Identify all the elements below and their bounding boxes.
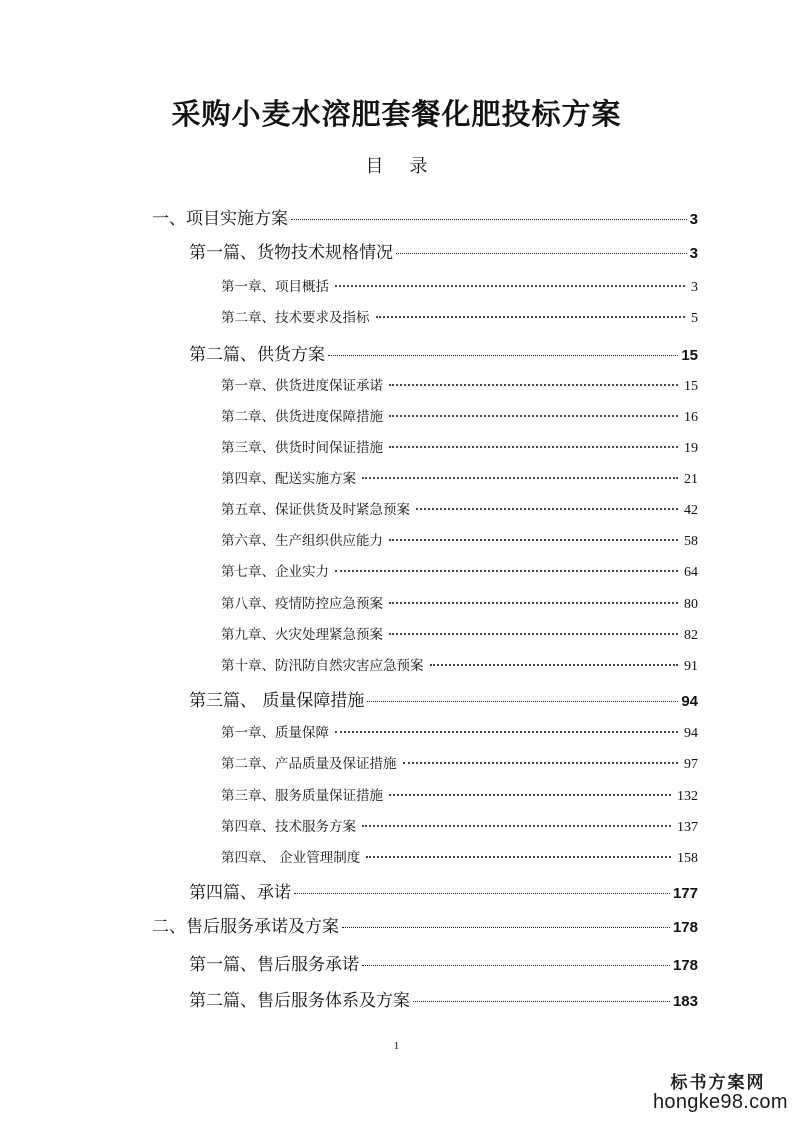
toc-entry-level-3[interactable] <box>221 721 698 742</box>
toc-entry-level-3[interactable] <box>221 654 698 675</box>
toc-entry-level-2[interactable] <box>189 950 698 975</box>
toc-entry-label: 第四篇、承诺 <box>189 883 291 903</box>
toc-entry-level-1[interactable] <box>152 912 698 937</box>
toc-entry-label: 二、售后服务承诺及方案 <box>152 917 339 937</box>
toc-entry-page: 82 <box>684 628 698 643</box>
toc-entry-page: 177 <box>672 885 698 902</box>
toc-heading-left: 目 <box>365 156 384 177</box>
toc-entry-label: 第二篇、售后服务体系及方案 <box>189 991 410 1011</box>
toc-entry-level-2[interactable] <box>189 878 698 903</box>
toc-entry-page: 15 <box>684 379 698 394</box>
toc-dot-leader <box>362 965 670 966</box>
toc-entry-page: 91 <box>684 659 698 674</box>
toc-entry-label: 一、项目实施方案 <box>152 209 288 229</box>
toc-dot-leader <box>291 219 687 220</box>
toc-entry-page: 137 <box>677 820 698 835</box>
toc-entry-level-3[interactable] <box>221 592 698 613</box>
toc-entry-page: 42 <box>684 503 698 518</box>
toc-entry-level-3[interactable] <box>221 498 698 519</box>
toc-entry-page: 80 <box>684 597 698 612</box>
toc-dot-leader <box>389 633 678 635</box>
toc-entry-level-3[interactable] <box>221 467 698 488</box>
watermark-url: hongke98.com <box>653 1091 788 1113</box>
toc-entry-page: 19 <box>684 441 698 456</box>
toc-entry-label: 第五章、保证供货及时紧急预案 <box>221 502 410 518</box>
toc-dot-leader <box>389 415 678 417</box>
toc-entry-label: 第四章、配送实施方案 <box>221 471 356 487</box>
toc-entry-page: 94 <box>681 693 698 710</box>
toc-dot-leader <box>389 384 678 386</box>
toc-entry-page: 132 <box>677 789 698 804</box>
toc-entry-page: 64 <box>684 565 698 580</box>
toc-dot-leader <box>335 285 685 287</box>
toc-entry-label: 第三章、供货时间保证措施 <box>221 440 383 456</box>
toc-dot-leader <box>367 701 678 702</box>
toc-entry-page: 3 <box>691 280 698 295</box>
toc-entry-page: 3 <box>689 245 698 262</box>
toc-entry-label: 第八章、疫情防控应急预案 <box>221 596 383 612</box>
toc-dot-leader <box>413 1001 670 1002</box>
toc-entry-level-2[interactable] <box>189 686 698 711</box>
toc-entry-label: 第七章、企业实力 <box>221 564 329 580</box>
toc-dot-leader <box>403 762 679 764</box>
toc-entry-label: 第十章、防汛防自然灾害应急预案 <box>221 658 424 674</box>
toc-entry-page: 5 <box>691 311 698 326</box>
toc-entry-label: 第一篇、货物技术规格情况 <box>189 243 393 263</box>
toc-dot-leader <box>328 355 678 356</box>
toc-entry-level-3[interactable] <box>221 560 698 581</box>
toc-entry-page: 178 <box>672 919 698 936</box>
toc-entry-level-3[interactable] <box>221 374 698 395</box>
toc-entry-level-2[interactable] <box>189 238 698 263</box>
toc-entry-label: 第九章、火灾处理紧急预案 <box>221 627 383 643</box>
toc-dot-leader <box>362 477 678 479</box>
toc-entry-label: 第二篇、供货方案 <box>189 345 325 365</box>
toc-entry-level-2[interactable] <box>189 340 698 365</box>
toc-dot-leader <box>389 539 678 541</box>
toc-entry-level-3[interactable] <box>221 846 698 867</box>
toc-entry-label: 第一篇、售后服务承诺 <box>189 955 359 975</box>
document-title: 采购小麦水溶肥套餐化肥投标方案 <box>171 97 622 131</box>
toc-dot-leader <box>335 731 678 733</box>
toc-entry-level-3[interactable] <box>221 529 698 550</box>
toc-heading <box>0 152 793 178</box>
toc-entry-label: 第一章、质量保障 <box>221 725 329 741</box>
toc-entry-page: 158 <box>677 851 698 866</box>
toc-dot-leader <box>376 316 686 318</box>
toc-entry-label: 第二章、产品质量及保证措施 <box>221 756 397 772</box>
toc-entry-page: 178 <box>672 957 698 974</box>
toc-entry-label: 第一章、项目概括 <box>221 279 329 295</box>
toc-entry-level-3[interactable] <box>221 784 698 805</box>
toc-entry-level-3[interactable] <box>221 623 698 644</box>
toc-entry-label: 第二章、技术要求及指标 <box>221 310 370 326</box>
toc-entry-level-3[interactable] <box>221 752 698 773</box>
toc-dot-leader <box>389 794 671 796</box>
toc-dot-leader <box>335 570 678 572</box>
watermark <box>653 1068 788 1114</box>
toc-dot-leader <box>416 508 678 510</box>
toc-dot-leader <box>366 856 671 858</box>
toc-entry-page: 183 <box>672 993 698 1010</box>
toc-entry-page: 3 <box>689 211 698 228</box>
toc-entry-page: 97 <box>684 757 698 772</box>
toc-entry-label: 第四章、 企业管理制度 <box>221 850 361 866</box>
toc-entry-label: 第三篇、 质量保障措施 <box>189 691 365 711</box>
toc-dot-leader <box>396 253 687 254</box>
toc-dot-leader <box>362 825 671 827</box>
toc-entry-level-3[interactable] <box>221 275 698 296</box>
toc-heading-right: 录 <box>409 156 428 177</box>
toc-entry-label: 第二章、供货进度保障措施 <box>221 409 383 425</box>
toc-entry-page: 21 <box>684 472 698 487</box>
toc-entry-page: 16 <box>684 410 698 425</box>
toc-entry-level-3[interactable] <box>221 306 698 327</box>
toc-entry-page: 58 <box>684 534 698 549</box>
toc-entry-page: 94 <box>684 726 698 741</box>
toc-dot-leader <box>294 893 670 894</box>
watermark-brand: 标书方案网 <box>670 1073 766 1093</box>
toc-entry-level-2[interactable] <box>189 986 698 1011</box>
toc-entry-label: 第六章、生产组织供应能力 <box>221 533 383 549</box>
toc-entry-label: 第一章、供货进度保证承诺 <box>221 378 383 394</box>
toc-entry-page: 15 <box>681 347 698 364</box>
toc-entry-label: 第四章、技术服务方案 <box>221 819 356 835</box>
page-number: 1 <box>393 1040 400 1052</box>
toc-entry-label: 第三章、服务质量保证措施 <box>221 788 383 804</box>
toc-entry-level-3[interactable] <box>221 815 698 836</box>
toc-entry-level-3[interactable] <box>221 405 698 426</box>
toc-dot-leader <box>389 446 678 448</box>
toc-dot-leader <box>389 602 678 604</box>
toc-entry-level-3[interactable] <box>221 436 698 457</box>
toc-dot-leader <box>342 927 670 928</box>
toc-dot-leader <box>430 664 679 666</box>
toc-entry-level-1[interactable] <box>152 204 698 229</box>
